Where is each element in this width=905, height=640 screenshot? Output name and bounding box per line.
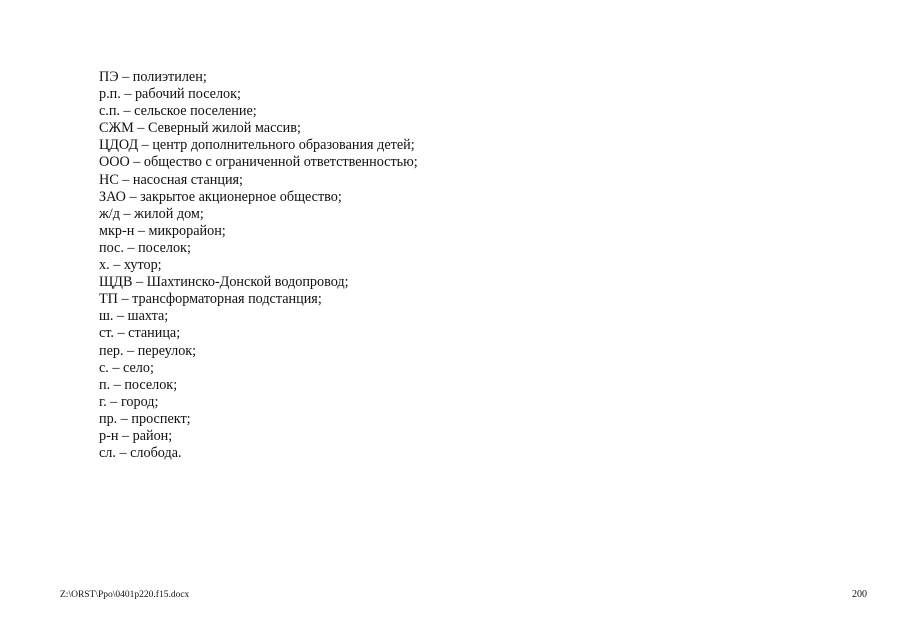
abbreviation-item: ЦДОД – центр дополнительного образования детей; [99,137,415,154]
footer-file-path: Z:\ORST\Ppo\0401p220.f15.docx [60,590,190,600]
abbreviation-item: ж/д – жилой дом; [99,205,204,222]
abbreviation-item: ТП – трансформаторная подстанция; [99,291,322,308]
abbreviation-item: с. – село; [99,359,154,376]
abbreviation-item: ш. – шахта; [99,308,169,325]
abbreviation-item: ЗАО – закрытое акционерное общество; [99,188,342,205]
abbreviation-item: ООО – общество с ограниченной ответственностью; [99,154,418,171]
abbreviation-item: мкр-н – микрорайон; [99,222,226,239]
abbreviation-item: СЖМ – Северный жилой массив; [99,120,301,137]
abbreviation-item: пер. – переулок; [99,342,197,359]
abbreviation-item: р.п. – рабочий поселок; [99,86,241,103]
abbreviation-item: г. – город; [99,393,159,410]
abbreviation-item: ЩДВ – Шахтинско-Донской водопровод; [99,274,349,291]
abbreviation-item: с.п. – сельское поселение; [99,103,257,120]
abbreviation-item: х. – хутор; [99,257,162,274]
abbreviation-item: пос. – поселок; [99,239,191,256]
abbreviation-item: р-н – район; [99,427,173,444]
abbreviation-item: пр. – проспект; [99,410,191,427]
abbreviation-item: ПЭ – полиэтилен; [99,69,207,85]
abbreviation-item: НС – насосная станция; [99,171,244,188]
abbreviation-item: ст. – станица; [99,325,181,342]
abbreviation-list [99,69,418,462]
abbreviation-item: п. – поселок; [99,376,178,393]
footer-page-number: 200 [852,589,867,600]
abbreviation-item: сл. – слобода. [99,445,182,462]
